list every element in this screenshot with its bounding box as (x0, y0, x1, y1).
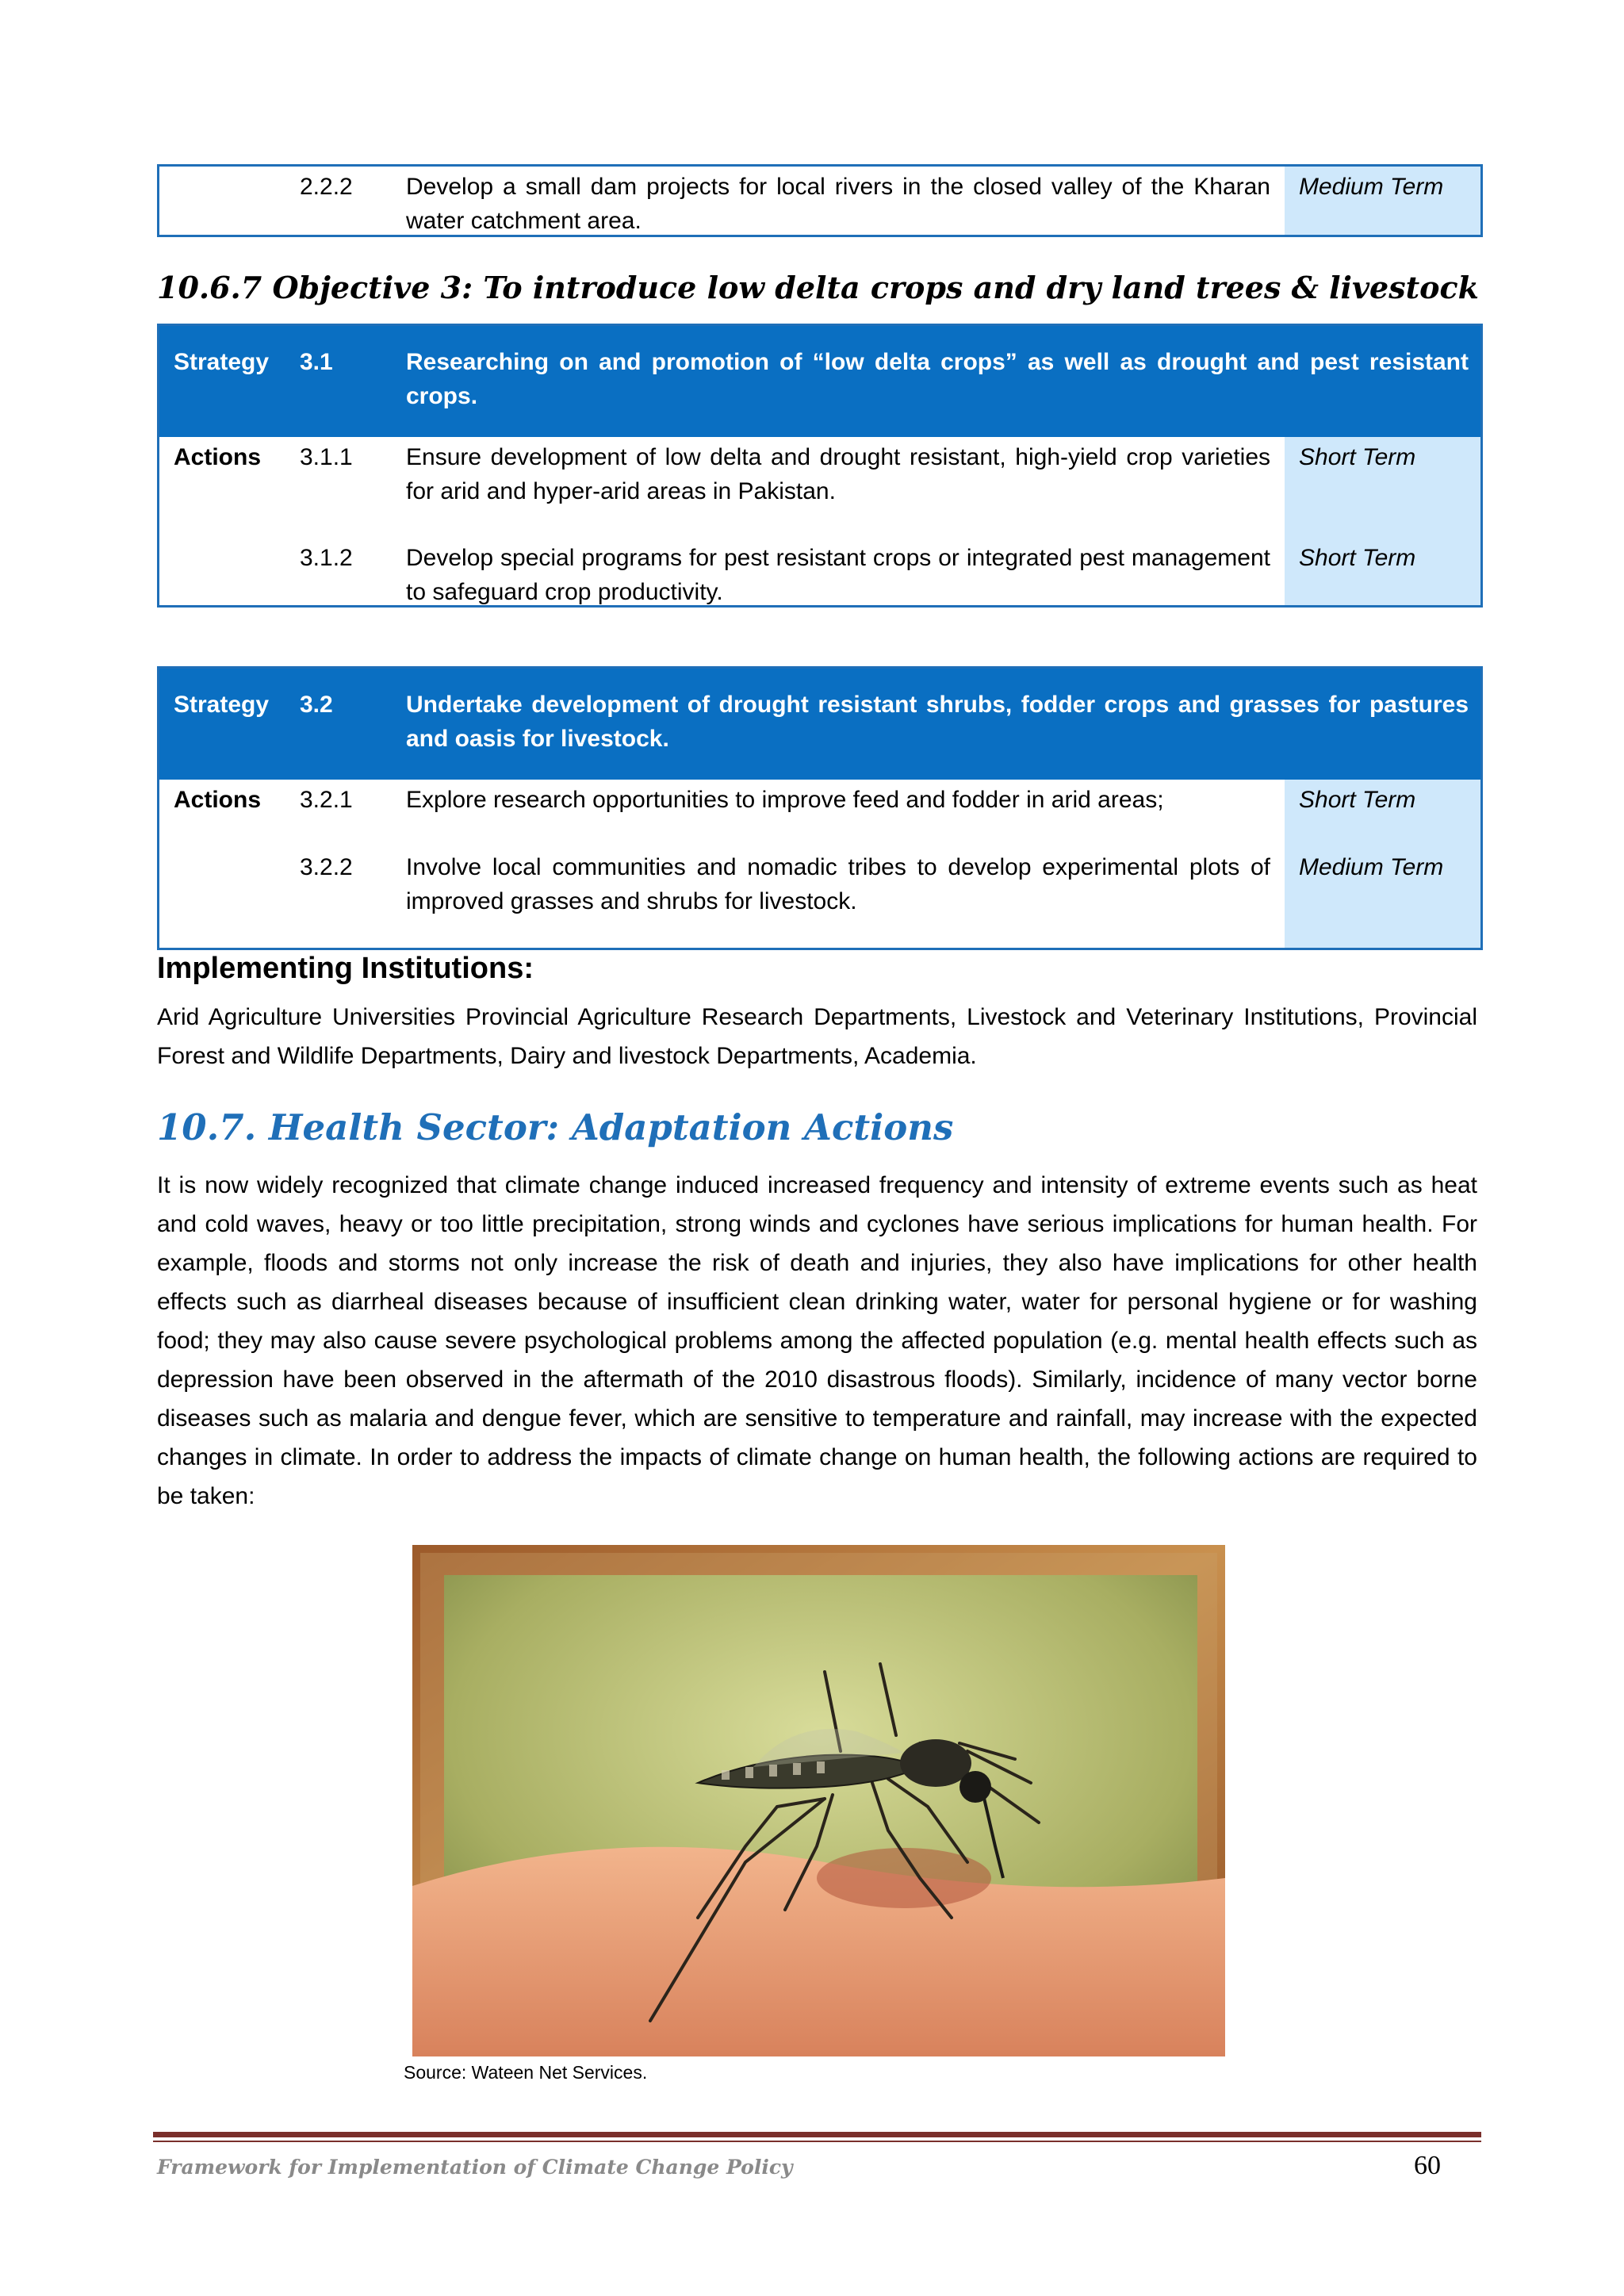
footer-title: Framework for Implementation of Climate Change Policy (157, 2156, 793, 2179)
objective-3-heading: 10.6.7 Objective 3: To introduce low delta crops and dry land trees & livestock (157, 270, 1479, 305)
term-label: Medium Term (1299, 854, 1444, 880)
term-label: Short Term (1299, 545, 1416, 571)
action-code: 2.2.2 (300, 174, 353, 200)
health-paragraph: It is now widely recognized that climate change induced increased frequency and intensity of extreme events such as heat and cold waves, heavy or too little precipitation, strong winds and cyclones have serious implications for human health. For example, floods and storms not only increase the risk of death and injuries, they also have implications for other health effects such as diarrheal diseases because of insufficient clean drinking water, water for personal hygiene or for washing food; they may also cause severe psychological problems among the affected population (e.g. mental health effects such as depression have been observed in the aftermath of the 2010 disastrous floods). Similarly, incidence of many vector borne diseases such as malaria and dengue fever, which are sensitive to temperature and rainfall, may increase with the expected changes in climate. In order to address the impacts of climate change on human health, the following actions are required to be taken: (157, 1172, 1477, 1509)
strategy-text: Undertake development of drought resistant shrubs, fodder crops and grasses for pastures and oasis for livestock. (406, 692, 1469, 752)
strategy-label: Strategy (174, 349, 270, 375)
strategy-3-1-table (157, 324, 1483, 608)
footer-rule-thick (153, 2132, 1481, 2137)
action-code: 3.1.2 (300, 545, 353, 571)
term-badge: Medium Term (1285, 167, 1480, 235)
strategy-3-2-header (159, 669, 1480, 780)
strategy-text: Researching on and promotion of “low delta crops” as well as drought and pest resistant crops. (406, 349, 1469, 409)
table-top (157, 164, 1483, 237)
action-text: Develop a small dam projects for local rivers in the closed valley of the Kharan water catchment area. (406, 174, 1270, 234)
page-number: 60 (1414, 2151, 1441, 2180)
action-text: Ensure development of low delta and drought resistant, high-yield crop varieties for arid and hyper-arid areas in Pakistan. (406, 444, 1270, 504)
actions-label: Actions (174, 787, 262, 813)
term-label: Short Term (1299, 787, 1416, 813)
mosquito-figure (412, 1545, 1225, 2056)
term-label: Short Term (1299, 444, 1416, 470)
figure-source: Source: Wateen Net Services. (404, 2062, 648, 2083)
strategy-label: Strategy (174, 692, 270, 718)
strategy-code: 3.1 (300, 349, 333, 375)
action-code: 3.2.2 (300, 854, 353, 880)
institutions-text: Arid Agriculture Universities Provincial Agriculture Research Departments, Livestock and Veterinary Institutions, Provincial Forest and Wildlife Departments, Dairy and livestock Departments, Academia. (157, 1004, 1477, 1069)
actions-label: Actions (174, 444, 262, 470)
action-code: 3.2.1 (300, 787, 353, 813)
action-code: 3.1.1 (300, 444, 353, 470)
strategy-code: 3.2 (300, 692, 333, 718)
strategy-3-2-table (157, 666, 1483, 950)
action-text: Explore research opportunities to improve feed and fodder in arid areas; (406, 787, 1164, 813)
action-text: Involve local communities and nomadic tribes to develop experimental plots of improved grasses and shrubs for livestock. (406, 854, 1270, 914)
mosquito-image (412, 1545, 1225, 2056)
institutions-heading: Implementing Institutions: (157, 952, 534, 985)
health-heading: 10.7. Health Sector: Adaptation Actions (157, 1106, 954, 1148)
footer-rule-thin (153, 2141, 1481, 2142)
action-text: Develop special programs for pest resistant crops or integrated pest management to safeguard crop productivity. (406, 545, 1270, 605)
strategy-3-1-header (159, 326, 1480, 437)
